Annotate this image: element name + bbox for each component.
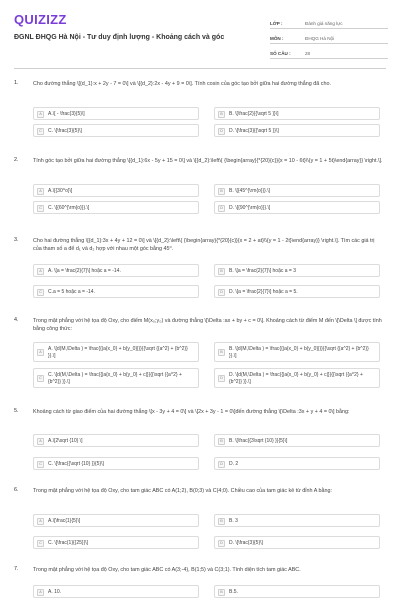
option-b[interactable] (214, 184, 380, 197)
meta-label: MÔN : (270, 36, 284, 41)
option-b[interactable] (214, 107, 380, 120)
question-number: 1. (14, 80, 19, 86)
option-c[interactable] (33, 285, 199, 298)
option-b[interactable] (214, 585, 380, 598)
meta-value: ĐHQG Hà Nội (305, 36, 335, 41)
question-number: 6. (14, 487, 19, 493)
option-text: A.\[\frac{1}{5}\] (48, 518, 81, 524)
question-text: Khoảng cách từ giao điểm của hai đường thẳng \[x - 3y + 4 = 0\] và \[2x + 3y - 1 = 0\]đến đường thẳng \[\Delta :3x + y + 4 = 0\] bằng: (33, 409, 350, 415)
option-a[interactable] (33, 585, 199, 598)
option-text: D. 2 (229, 461, 239, 467)
header-divider (14, 68, 386, 69)
option-letter: B (218, 188, 225, 195)
option-letter: D (218, 205, 225, 212)
meta-row-subject (270, 29, 388, 44)
option-text: B. \[d(M,\Delta ) = \frac{{|a{x_0} + b{y_0}|}}{{\sqrt {{a^2} + {b^2}} }}.\] (229, 346, 369, 359)
question-text: Trong mặt phẳng với hệ tọa độ Oxy, cho điểm M(x₀;y₀) và đường thẳng \[\Delta :ax + by + c = 0\]. Khoảng cách từ điểm M đến \[\Delta \] được tính bằng công thức: (33, 318, 382, 332)
question-number: 5. (14, 408, 19, 414)
option-text: C. \[d(M,\Delta ) = \frac{{|a{x_0} + b{y_0} + c|}}{{\sqrt {{a^2} + {b^2}} }}.\] (48, 372, 182, 385)
option-text: D. \[a = \frac{2}{7}\] hoặc a = 5. (229, 289, 298, 295)
option-letter: B (218, 438, 225, 445)
option-a[interactable] (33, 514, 199, 527)
option-letter: C (37, 289, 44, 296)
question-number: 3. (14, 237, 19, 243)
option-c[interactable] (33, 124, 199, 137)
option-text: D. \[{90^{\rm{o}}}.\] (229, 205, 271, 211)
option-text: A.\[2\sqrt {10} \] (48, 438, 83, 444)
option-letter: B (218, 589, 225, 596)
option-letter: B (218, 268, 225, 275)
question-number: 4. (14, 317, 19, 323)
option-letter: D (218, 375, 225, 382)
meta-label: LỚP : (270, 21, 283, 26)
option-c[interactable] (33, 368, 199, 388)
option-text: B. \[\frac{2}{{\sqrt 5 }}\] (229, 111, 279, 117)
option-text: A. \[a = \frac{2}{7}\] hoặc a = -14. (48, 268, 121, 274)
option-a[interactable] (33, 264, 199, 277)
option-d[interactable] (214, 124, 380, 137)
option-text: D. \[d(M,\Delta ) = \frac{{|a{x_0} + b{y_0} + c|}}{{\sqrt {{a^2} + {b^2}} }}.\] (229, 372, 363, 385)
question-text: Cho đường thẳng \[{d_1}:x + 2y - 7 = 0\] và \[{d_2}:2x - 4y + 9 = 0\]. Tính cosin của góc tạo bởi giữa hai đường thẳng đã cho. (33, 81, 331, 87)
option-letter: A (37, 188, 44, 195)
meta-table (270, 14, 388, 59)
option-letter: C (37, 540, 44, 547)
option-d[interactable] (214, 457, 380, 470)
option-text: C. \[\frac{3}{5}\] (48, 128, 82, 134)
meta-value: Đánh giá năng lực (305, 21, 343, 26)
option-b[interactable] (214, 342, 380, 362)
option-c[interactable] (33, 536, 199, 549)
option-letter: D (218, 461, 225, 468)
option-text: D. \[\frac{3}{5}\] (229, 540, 263, 546)
option-d[interactable] (214, 536, 380, 549)
question-text: Trong mặt phẳng với hệ tọa độ Oxy, cho tam giác ABC có A(3;-4), B(1;5) và C(3;1). Tính diện tích tam giác ABC. (33, 567, 301, 573)
option-b[interactable] (214, 514, 380, 527)
option-c[interactable] (33, 457, 199, 470)
option-text: A.\[ - \frac{3}{5}\] (48, 111, 85, 117)
option-b[interactable] (214, 434, 380, 447)
option-letter: D (218, 128, 225, 135)
option-letter: D (218, 289, 225, 296)
option-letter: C (37, 128, 44, 135)
document-header (0, 0, 400, 68)
option-text: B. \[a = \frac{2}{7}\] hoặc a = 3 (229, 268, 296, 274)
option-letter: A (37, 518, 44, 525)
question-number: 2. (14, 157, 19, 163)
option-letter: C (37, 461, 44, 468)
option-letter: A (37, 268, 44, 275)
meta-value: 28 (305, 51, 311, 56)
option-text: A. \[d(M,\Delta ) = \frac{{|a{x_0} + b{y_0}|}}{{\sqrt {{a^2} + {b^2}} }}.\] (48, 346, 188, 359)
option-b[interactable] (214, 264, 380, 277)
option-letter: B (218, 349, 225, 356)
option-c[interactable] (33, 201, 199, 214)
option-a[interactable] (33, 342, 199, 362)
option-text: A. 10. (48, 589, 62, 595)
option-text: A.\[{30^o}\] (48, 188, 73, 194)
option-text: B. \[\frac{{3\sqrt {10} }}{5}\] (229, 438, 288, 444)
option-a[interactable] (33, 434, 199, 447)
option-text: C. \[\frac{1}{{25}}\] (48, 540, 89, 546)
option-letter: A (37, 111, 44, 118)
question-text: Trong mặt phẳng với hệ tọa độ Oxy, cho tam giác ABC có A(1;2), B(0;3) và C(4;0). Chiều cao của tam giác kẻ từ đỉnh A bằng: (33, 488, 332, 494)
option-d[interactable] (214, 285, 380, 298)
option-text: B. 3 (229, 518, 238, 524)
option-letter: C (37, 205, 44, 212)
question-text: Cho hai đường thẳng \[{d_1}:3x + 4y + 12 = 0\] và \[{d_2}:\left\{ {\begin{array}{*{20}{c}}{x = 2 + at}\\{y = 1 - 2t}\end{array}} \right.\]. Tìm các giá trị của tham số a để d₁ và d₂ hợp với nhau một góc bằng 45⁰. (33, 238, 375, 252)
option-d[interactable] (214, 201, 380, 214)
option-a[interactable] (33, 184, 199, 197)
option-text: D. \[\frac{3}{{\sqrt 5 }}\] (229, 128, 279, 134)
quizizz-logo: QUIZIZZ (14, 12, 67, 27)
meta-label: SỐ CÂU : (270, 51, 291, 56)
option-letter: C (37, 375, 44, 382)
option-text: C. \[{60^{\rm{o}}}.\] (48, 205, 90, 211)
meta-row-count (270, 44, 388, 59)
option-letter: A (37, 438, 44, 445)
option-a[interactable] (33, 107, 199, 120)
option-letter: B (218, 518, 225, 525)
question-text: Tính góc tạo bởi giữa hai đường thẳng \[{d_1}:6x - 5y + 15 = 0\] và \[{d_2}:\left\{ {\begin{array}{*{20}{c}}{x = 10 - 6t}\\{y = 1 + 5t}\end{array}} \right.\]. (33, 158, 383, 164)
meta-row-class (270, 14, 388, 29)
option-letter: B (218, 111, 225, 118)
option-letter: D (218, 540, 225, 547)
option-d[interactable] (214, 368, 380, 388)
option-letter: A (37, 349, 44, 356)
document-title: ĐGNL ĐHQG Hà Nội - Tư duy định lượng - Khoảng cách và góc (14, 34, 225, 41)
option-text: B.5. (229, 589, 238, 595)
option-text: C. \[\frac{{\sqrt {10} }}{5}\] (48, 461, 104, 467)
option-text: B. \[{45^{\rm{o}}}.\] (229, 188, 270, 194)
option-letter: A (37, 589, 44, 596)
question-number: 7. (14, 566, 19, 572)
option-text: C.a = 5 hoặc a = -14. (48, 289, 95, 295)
